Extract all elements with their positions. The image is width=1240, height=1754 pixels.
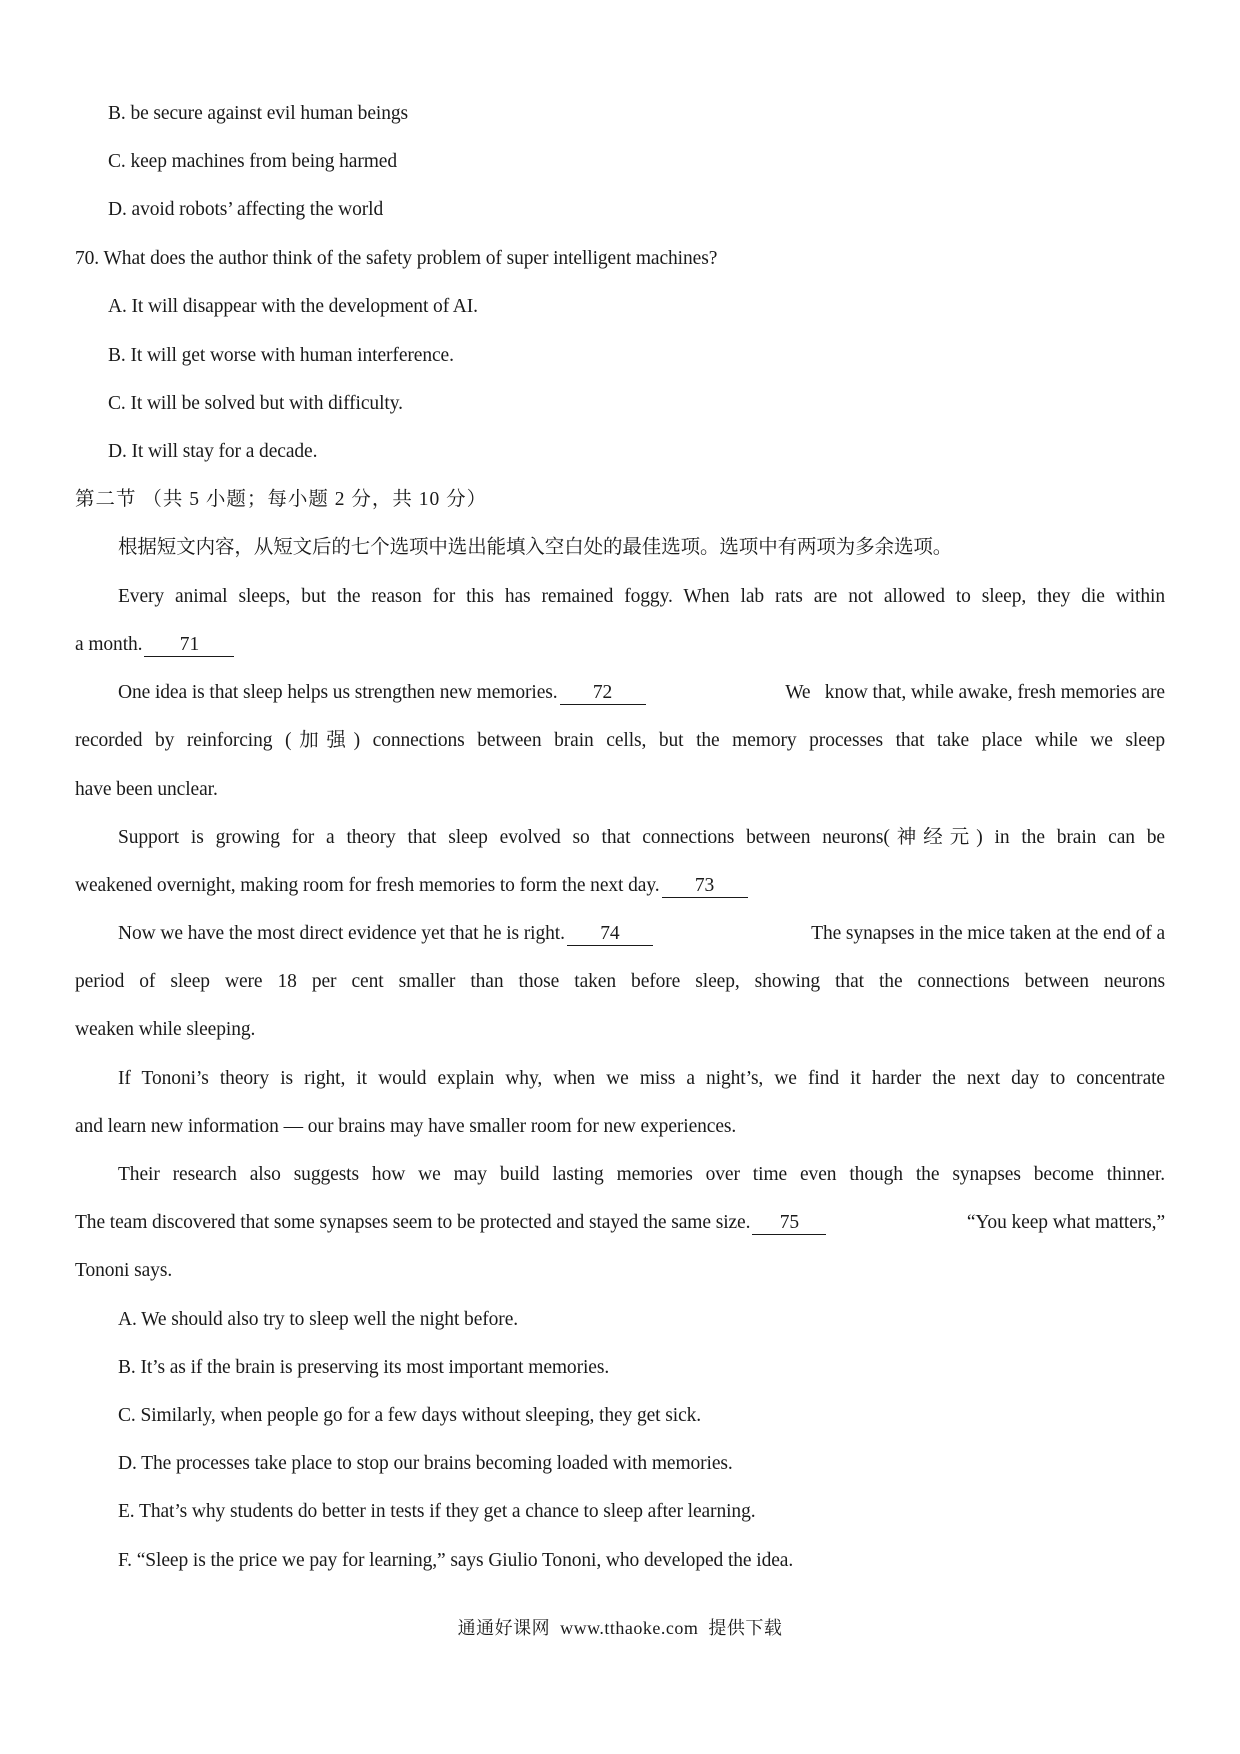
q69-option-c: C. keep machines from being harmed bbox=[108, 151, 398, 172]
q70-option-b: B. It will get worse with human interference. bbox=[108, 345, 454, 366]
passage-p4-line3: weaken while sleeping. bbox=[75, 1019, 256, 1040]
q70-option-a: A. It will disappear with the development of AI. bbox=[108, 296, 478, 317]
passage-p6-line1: Their research also suggests how we may build lasting memories over time even though the synapses become thinner. bbox=[118, 1164, 1165, 1185]
passage-p2-line3: have been unclear. bbox=[75, 779, 218, 800]
passage-p3-line1: Support is growing for a theory that sleep evolved so that connections between neurons(神经元) in the brain can be bbox=[118, 827, 1165, 848]
page-footer: 通通好课网 www.tthaoke.com 提供下载 bbox=[457, 1618, 783, 1638]
blank-71: 71 bbox=[144, 634, 234, 657]
section-instruction: 根据短文内容，从短文后的七个选项中选出能填入空白处的最佳选项。选项中有两项为多余选项。 bbox=[118, 537, 953, 558]
blank-73: 73 bbox=[662, 875, 748, 898]
q69-option-b: B. be secure against evil human beings bbox=[108, 103, 408, 124]
passage-p6-line3: Tononi says. bbox=[75, 1260, 173, 1281]
blank-72: 72 bbox=[560, 682, 646, 705]
passage-p4-text-after: The synapses in the mice taken at the end of a bbox=[811, 923, 1165, 944]
blank-75: 75 bbox=[752, 1212, 826, 1235]
choice-b: B. It’s as if the brain is preserving its most important memories. bbox=[118, 1357, 610, 1378]
passage-p4-text: Now we have the most direct evidence yet that he is right. bbox=[118, 923, 565, 944]
passage-p2-text-after: We know that, while awake, fresh memories are bbox=[785, 682, 1165, 703]
passage-p3-text: weakened overnight, making room for fresh memories to form the next day. bbox=[75, 875, 660, 896]
passage-p2-text: One idea is that sleep helps us strengthen new memories. bbox=[118, 682, 558, 703]
passage-p6-line2 bbox=[75, 1211, 1165, 1235]
q70-stem: 70. What does the author think of the safety problem of super intelligent machines? bbox=[75, 248, 718, 269]
passage-p2-line1 bbox=[118, 681, 1165, 705]
q70-option-d: D. It will stay for a decade. bbox=[108, 441, 318, 462]
passage-p6-text-after: “You keep what matters,” bbox=[966, 1212, 1165, 1233]
passage-p5-line2: and learn new information — our brains may have smaller room for new experiences. bbox=[75, 1116, 737, 1137]
choice-a: A. We should also try to sleep well the night before. bbox=[118, 1309, 519, 1330]
passage-p2-line2: recorded by reinforcing (加强) connections between brain cells, but the memory processes that take place while we sleep bbox=[75, 730, 1165, 751]
passage-p1-text: a month. bbox=[75, 634, 143, 655]
passage-p5-line1: If Tononi’s theory is right, it would explain why, when we miss a night’s, we find it harder the next day to concentrate bbox=[118, 1068, 1165, 1089]
q70-option-c: C. It will be solved but with difficulty. bbox=[108, 393, 403, 414]
blank-74: 74 bbox=[567, 923, 653, 946]
passage-p3-line2 bbox=[75, 874, 748, 898]
choice-f: F. “Sleep is the price we pay for learning,” says Giulio Tononi, who developed the idea. bbox=[118, 1550, 794, 1571]
passage-p4-line1 bbox=[118, 922, 1165, 946]
choice-d: D. The processes take place to stop our brains becoming loaded with memories. bbox=[118, 1453, 733, 1474]
choice-e: E. That’s why students do better in tests if they get a chance to sleep after learning. bbox=[118, 1501, 756, 1522]
passage-p1-line2 bbox=[75, 633, 234, 657]
passage-p6-text: The team discovered that some synapses seem to be protected and stayed the same size. bbox=[75, 1212, 751, 1233]
choice-c: C. Similarly, when people go for a few days without sleeping, they get sick. bbox=[118, 1405, 702, 1426]
passage-p1-line1: Every animal sleeps, but the reason for this has remained foggy. When lab rats are not allowed to sleep, they die within bbox=[118, 586, 1165, 607]
q69-option-d: D. avoid robots’ affecting the world bbox=[108, 199, 384, 220]
passage-p4-line2: period of sleep were 18 per cent smaller than those taken before sleep, showing that the connections between neurons bbox=[75, 971, 1165, 992]
section-heading: 第二节 （共 5 小题；每小题 2 分，共 10 分） bbox=[75, 489, 488, 510]
